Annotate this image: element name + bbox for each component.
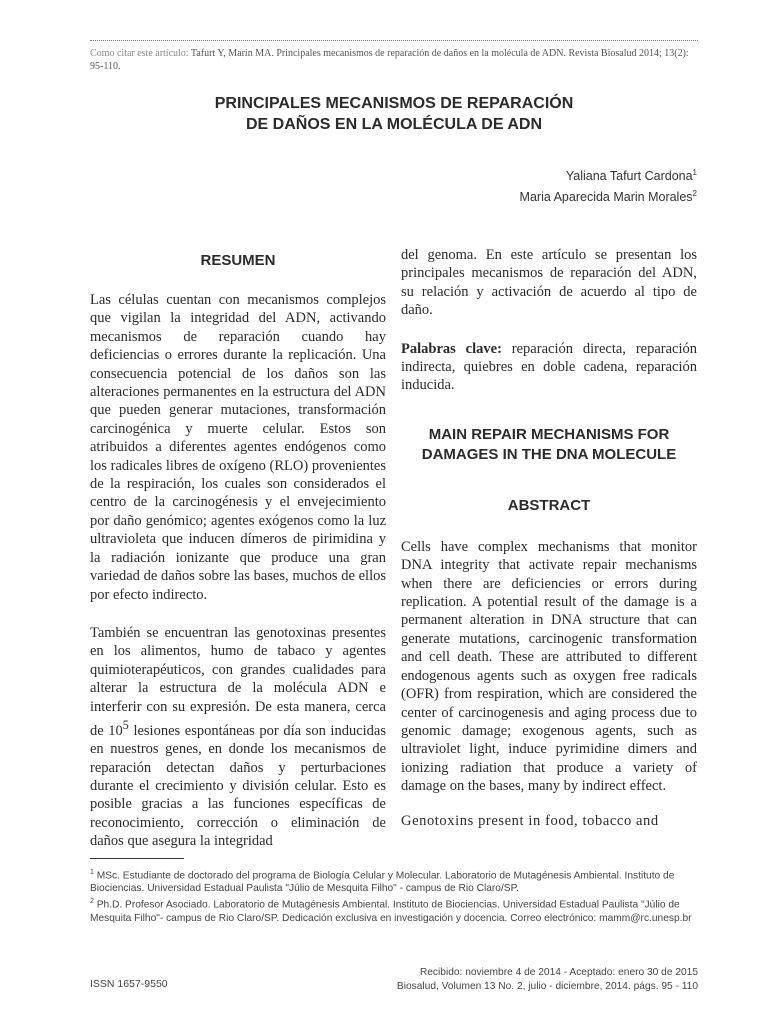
resumen-heading: RESUMEN [200,252,276,269]
english-title-line-2: DAMAGES IN THE DNA MOLECULE [421,445,677,463]
footnote-1-text: MSc. Estudiante de doctorado del programa de Biología Celular y Molecular. Laboratorio de Mutagénesis Ambiental. Instituto de Biociencias. Universidad Estadual Paulista "Júlio de Mesquita Filho" - campus de Rio Claro/SP. [90,870,675,895]
resumen-p2-start: También se encuentran las genotoxinas presentes en los alimentos, humo de tabaco y agentes quimioterapéuticos, con grandes cualidades para alterar la estructura de la molécula ADN e interferir con su expresión. De esta manera, cerca de 10 [90,624,386,739]
header-dotted-rule [90,40,698,41]
citation-note [90,47,698,73]
journal-reference: Biosalud, Volumen 13 No. 2, julio - diciembre, 2014. págs. 95 - 110 [396,980,698,992]
article-title-line-2: DE DAÑOS EN LA MOLÉCULA DE ADN [246,116,542,133]
right-column [401,246,697,830]
footnote-1 [90,866,700,895]
author-2 [520,185,697,206]
footnote-rule [90,858,184,859]
citation-text: Tafurt Y, Marin MA. Principales mecanismos de reparación de daños en la molécula de ADN. Revista Biosalud 2014; 13(2): 95-110. [90,48,689,72]
author-2-mark: 2 [692,189,697,199]
resumen-p2-end: lesiones espontáneas por día son inducidas en nuestros genes, en donde los mecanismos de reparación detectan daños y perturbaciones durante el crecimiento y división celular. Esto es posible gracias a las funciones específicas de reconocimiento, corrección o eliminación de daños que asegura la integridad [90,722,387,850]
abstract-paragraph-1: Cells have complex mechanisms that monitor DNA integrity that activate repair mechanisms when there are deficiencies or errors during replication. A potential result of the damage is a permanent alteration in DNA structure that can generate mutations, carcinogenic transformation and cell death. These are attributed to different endogenous agents such as oxygen free radicals (OFR) from respiration, which are considered the center of carcinogenesis and aging process due to genomic damage; exogenous agents, such as ultraviolet light, induce pyrimidine dimers and ionizing radiation that produce a variety of damage on the bases, many by indirect effect. [401,538,697,795]
author-list [520,164,697,206]
left-column [90,250,386,851]
abstract-heading: ABSTRACT [507,496,591,514]
resumen-paragraph-2 [90,624,386,851]
author-2-name: Maria Aparecida Marin Morales [519,190,693,205]
issn: ISSN 1657-9550 [90,978,168,990]
english-title-line-1: MAIN REPAIR MECHANISMS FOR [428,425,670,443]
article-title-line-1: PRINCIPALES MECANISMOS DE REPARACIÓN [214,95,574,112]
footnote-1-mark: 1 [90,869,94,876]
resumen-paragraph-1: Las células cuentan con mecanismos complejos que vigilan la integridad del ADN, activando mecanismos de reparación cuando hay deficiencias o errores durante la replicación. Una consecuencia potencial de los daños son las alteraciones permanentes en la estructura del ADN que pueden generar mutaciones, transformación carcinogénica y muerte celular. Estos son atribuidos a diferentes agentes endógenos como los radicales libres de oxígeno (RLO) provenientes de la respiración, los cuales son considerados el centro de la carcinogénesis y el envejecimiento por daño genómico; agentes exógenos como la luz ultravioleta que inducen dímeros de pirimidina y la radiación ionizante que produce una gran variedad de daños sobre las bases, muchos de ellos por efecto indirecto. [90,292,386,603]
footnote-2-mark: 2 [90,898,94,906]
article-title [90,93,698,135]
citation-prefix: Como citar este artículo: [90,48,189,59]
footnotes [90,866,700,925]
resumen-paragraph-3: del genoma. En este artículo se presentan los principales mecanismos de reparación del ADN, su relación y activación de acuerdo al tipo de daño. [401,247,697,319]
received-dates: Recibido: noviembre 4 de 2014 - Aceptado: enero 30 de 2015 [419,967,698,978]
keywords [401,340,697,395]
footnote-2 [90,895,700,924]
english-title [401,425,697,465]
abstract-paragraph-2: Genotoxins present in food, tobacco and [401,812,659,829]
resumen-p2-exponent: 5 [122,717,129,732]
publication-info [397,966,698,993]
footnote-2-text: Ph.D. Profesor Asociado. Laboratorio de Mutagénesis Ambiental. Instituto de Biociencias. Universidad Estadual Paulista "Júlio de Mesquita Filho"- campus de Rio Claro/SP. Dedicación exclusiva en investigación y docencia. Correo electrónico: mamm@rc.unesp.br [90,899,692,924]
author-1-mark: 1 [692,168,697,177]
keywords-label: Palabras clave: [401,340,502,357]
keywords-text: reparación directa, reparación indirecta, quiebres en doble cadena, reparación inducida. [401,340,697,394]
author-1 [520,164,697,185]
author-1-name: Yaliana Tafurt Cardona [565,169,693,184]
